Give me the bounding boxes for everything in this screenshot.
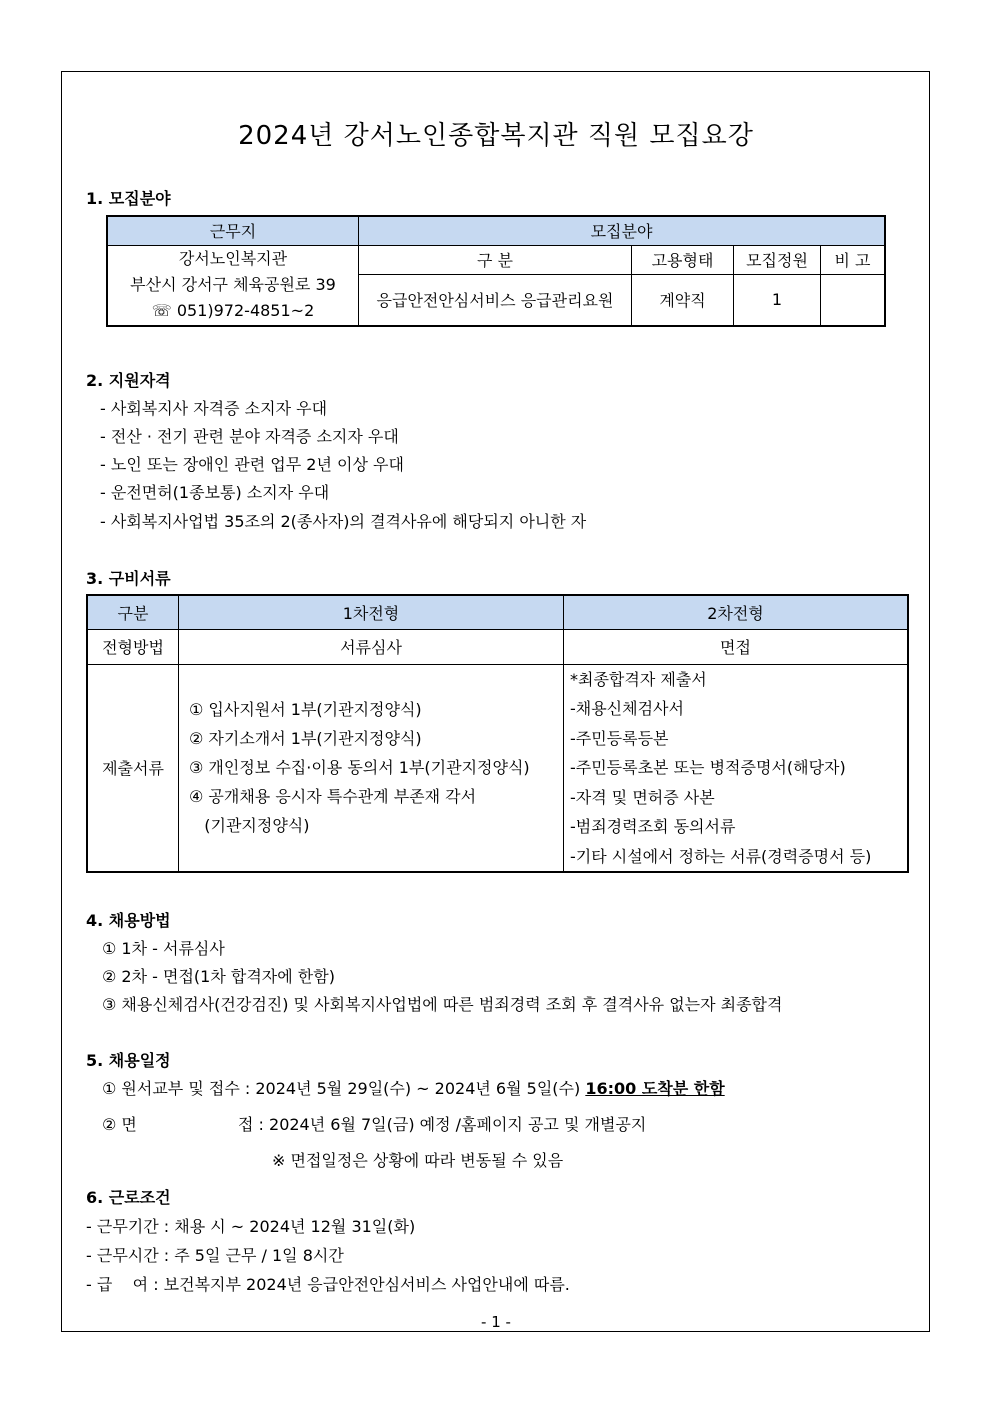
workplace-name: 강서노인복지관 [178,249,288,269]
second-round-documents [564,664,909,872]
deadline-emphasis: 16:00 도착분 한함 [585,1079,725,1098]
work-condition-item: - 근무기간 : 채용 시 ~ 2024년 12월 31일(화) [86,1217,416,1236]
section-4-heading: 4. 채용방법 [86,911,171,930]
workplace-address: 부산시 강서구 체육공원로 39 [130,275,336,295]
first-doc-item: (기관지정양식) [189,816,310,836]
header-second-round: 2차전형 [564,595,909,629]
second-doc-item: -자격 및 면허증 사본 [570,787,715,807]
first-doc-item: ② 자기소개서 1부(기관지정양식) [189,729,422,749]
page-title: 2024년 강서노인종합복지관 직원 모집요강 [238,121,754,151]
header-employment-type: 고용형태 [632,245,734,274]
header-division: 구분 [87,595,179,629]
recruitment-table [106,215,886,327]
second-doc-item: *최종합격자 제출서 [570,669,707,689]
workplace-phone: ☏ 051)972-4851~2 [151,301,315,321]
header-note: 비 고 [821,245,886,274]
qualification-item: - 전산 · 전기 관련 분야 자격증 소지자 우대 [100,427,399,446]
second-doc-item: -채용신체검사서 [570,699,684,718]
note-value [821,274,886,326]
second-doc-item: -범죄경력조회 동의서류 [570,817,736,836]
method-step: ③ 채용신체검사(건강검진) 및 사회복지사업법에 따른 범죄경력 조회 후 결격사유 없는자 최종합격 [102,995,783,1014]
second-doc-item: -주민등록등본 [570,728,669,748]
page-number: - 1 - [481,1313,511,1331]
workplace-cell [107,245,359,326]
first-doc-item: ③ 개인정보 수집·이용 동의서 1부(기관지정양식) [189,758,530,778]
schedule-interview-b: 접 : 2024년 6월 7일(금) 예정 /홈페이지 공고 및 개별공지 [238,1115,647,1134]
schedule-application-text: ① 원서교부 및 접수 : 2024년 5월 29일(수) ~ 2024년 6월 5일(수) [102,1079,586,1098]
second-doc-item: -주민등록초본 또는 병적증명서(해당자) [570,758,846,777]
section-6-heading: 6. 근로조건 [86,1188,171,1207]
header-workplace: 근무지 [107,216,359,245]
schedule-interview-a: ② 면 [102,1115,137,1134]
schedule-application [102,1076,725,1099]
qualification-item: - 노인 또는 장애인 관련 업무 2년 이상 우대 [100,455,404,474]
method-step: ② 2차 - 면접(1차 합격자에 한함) [102,967,335,986]
method-step: ① 1차 - 서류심사 [102,939,225,958]
qualification-item: - 사회복지사업법 35조의 2(종사자)의 결격사유에 해당되지 아니한 자 [100,512,587,531]
header-category: 구 분 [359,245,632,274]
method-label: 전형방법 [87,629,179,664]
section-1-heading: 1. 모집분야 [86,189,171,208]
documents-table [86,594,909,873]
section-5-heading: 5. 채용일정 [86,1051,171,1070]
section-2-heading: 2. 지원자격 [86,371,171,390]
first-doc-item: ④ 공개채용 응시자 특수관계 부존재 각서 [189,787,477,807]
employment-type-value: 계약직 [632,274,734,326]
work-condition-item: - 급 여 : 보건복지부 2024년 응급안전안심서비스 사업안내에 따름. [86,1275,570,1294]
category-value: 응급안전안심서비스 응급관리요원 [359,274,632,326]
method-second: 면접 [564,629,909,664]
first-doc-item: ① 입사지원서 1부(기관지정양식) [189,700,422,720]
header-first-round: 1차전형 [179,595,564,629]
method-first: 서류심사 [179,629,564,664]
schedule-note: ※ 면접일정은 상황에 따라 변동될 수 있음 [272,1151,564,1170]
header-field: 모집분야 [359,216,886,245]
work-condition-item: - 근무시간 : 주 5일 근무 / 1일 8시간 [86,1246,344,1265]
qualification-item: - 운전면허(1종보통) 소지자 우대 [100,483,330,502]
second-doc-item: -기타 시설에서 정하는 서류(경력증명서 등) [570,846,872,866]
first-round-documents [179,664,564,872]
section-3-heading: 3. 구비서류 [86,569,171,588]
headcount-value: 1 [734,274,821,326]
header-headcount: 모집정원 [734,245,821,274]
qualification-item: - 사회복지사 자격증 소지자 우대 [100,399,328,418]
documents-label: 제출서류 [87,664,179,872]
